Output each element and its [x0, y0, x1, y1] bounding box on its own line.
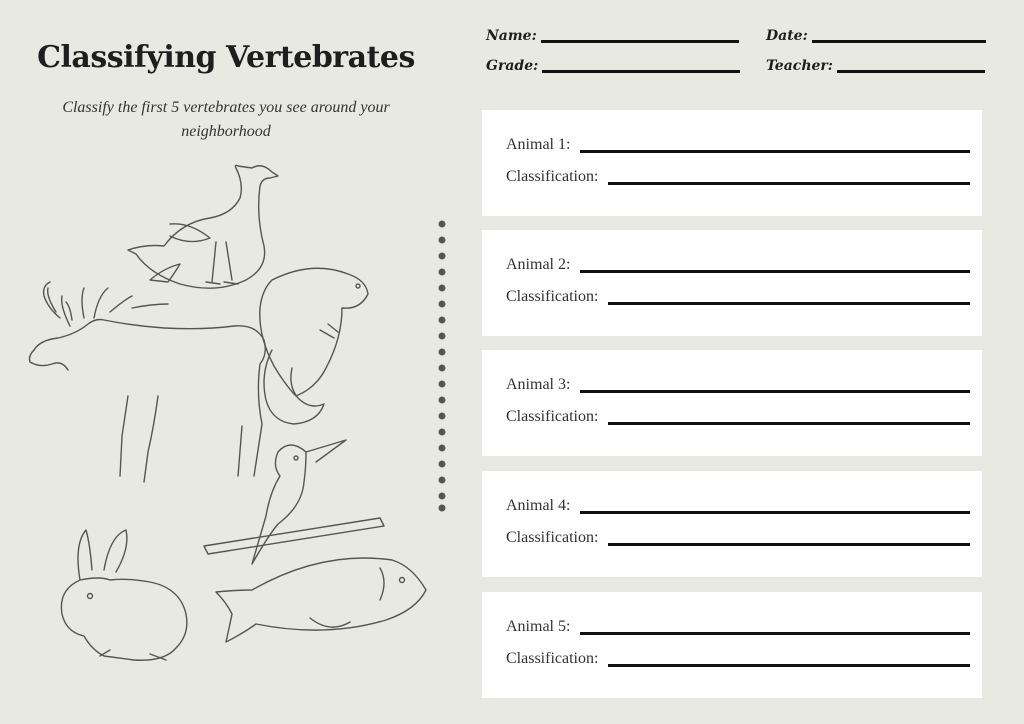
classification-label: Classification:: [506, 650, 599, 667]
animal-label: Animal 3:: [506, 376, 571, 393]
animal-row[interactable]: [506, 376, 970, 394]
animal-card-2: [482, 230, 982, 336]
date-label: Date:: [766, 28, 808, 44]
teacher-label: Teacher:: [766, 58, 833, 74]
classification-row[interactable]: [506, 650, 970, 668]
classification-line[interactable]: [608, 664, 970, 667]
animal-card-5: [482, 592, 982, 698]
animal-line[interactable]: [580, 511, 970, 514]
classification-line[interactable]: [608, 302, 970, 305]
classification-line[interactable]: [608, 543, 970, 546]
kingfisher-illustration: [204, 440, 384, 564]
animal-card-3: [482, 350, 982, 456]
animal-label: Animal 2:: [506, 256, 571, 273]
classification-label: Classification:: [506, 529, 599, 546]
page-subtitle: Classify the first 5 vertebrates you see around your neighborhood: [62, 99, 390, 140]
grade-field[interactable]: [486, 58, 740, 74]
fish-illustration: [216, 558, 426, 642]
animal-card-1: [482, 110, 982, 216]
classification-label: Classification:: [506, 408, 599, 425]
animal-label: Animal 1:: [506, 136, 571, 153]
animal-row[interactable]: [506, 497, 970, 515]
classification-label: Classification:: [506, 168, 599, 185]
classification-label: Classification:: [506, 288, 599, 305]
name-label: Name:: [486, 28, 537, 44]
date-line[interactable]: [812, 40, 986, 43]
rabbit-illustration: [61, 530, 187, 660]
page-title: Classifying Vertebrates: [37, 40, 415, 75]
grade-label: Grade:: [486, 58, 539, 74]
animal-label: Animal 4:: [506, 497, 571, 514]
animal-row[interactable]: [506, 256, 970, 274]
date-field[interactable]: [766, 28, 986, 44]
animal-illustrations: [20, 150, 430, 670]
dotted-divider: [437, 220, 447, 512]
classification-row[interactable]: [506, 288, 970, 306]
animal-label: Animal 5:: [506, 618, 571, 635]
name-field[interactable]: [486, 28, 739, 44]
moose-illustration: [30, 282, 266, 482]
name-line[interactable]: [541, 40, 739, 43]
animal-card-4: [482, 471, 982, 577]
beaver-illustration: [260, 268, 368, 424]
animal-line[interactable]: [580, 632, 970, 635]
classification-row[interactable]: [506, 168, 970, 186]
animal-line[interactable]: [580, 390, 970, 393]
teacher-line[interactable]: [837, 70, 985, 73]
animal-line[interactable]: [580, 270, 970, 273]
classification-line[interactable]: [608, 182, 970, 185]
animal-row[interactable]: [506, 136, 970, 154]
animal-row[interactable]: [506, 618, 970, 636]
classification-line[interactable]: [608, 422, 970, 425]
animal-line[interactable]: [580, 150, 970, 153]
teacher-field[interactable]: [766, 58, 985, 74]
grade-line[interactable]: [542, 70, 740, 73]
classification-row[interactable]: [506, 408, 970, 426]
goose-illustration: [128, 165, 278, 288]
classification-row[interactable]: [506, 529, 970, 547]
